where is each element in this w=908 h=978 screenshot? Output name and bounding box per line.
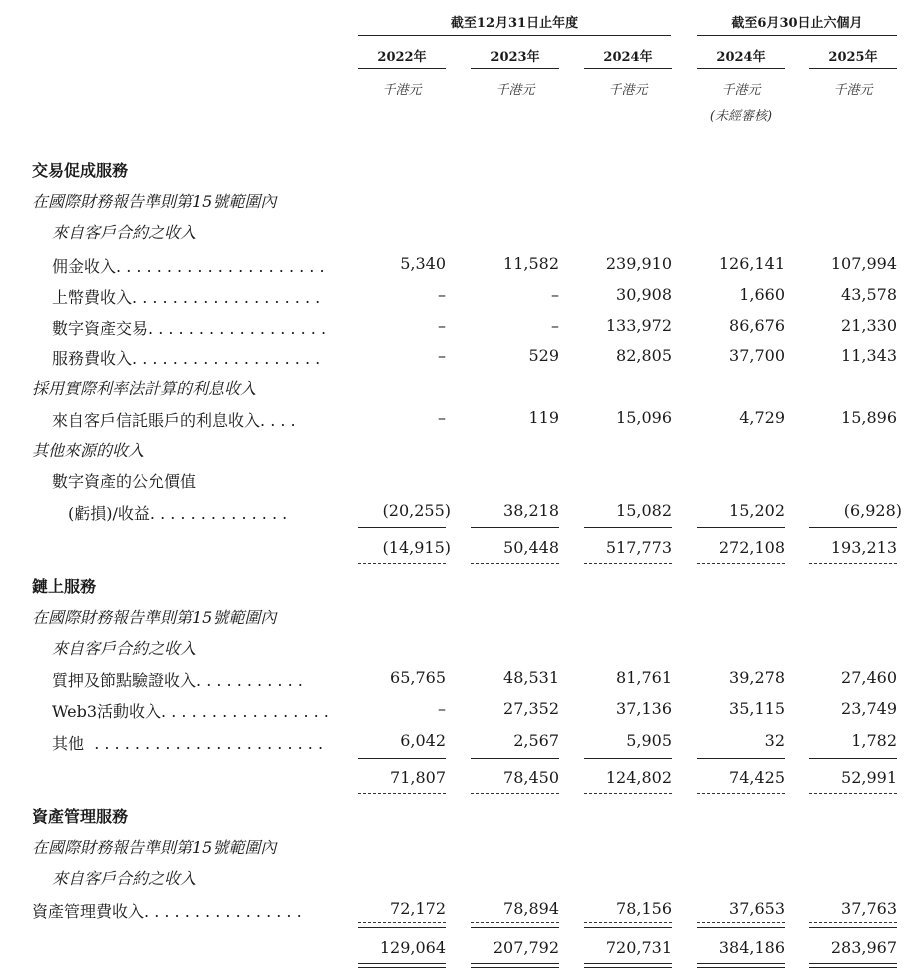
col-unit-2024-h1: 千港元 bbox=[721, 83, 761, 98]
row-label-staking: 質押及節點驗證收入. . . . . . . . . . . bbox=[52, 671, 303, 690]
col-unit-2024: 千港元 bbox=[608, 83, 648, 98]
cell: 65,765 bbox=[390, 668, 446, 687]
col-year-2024-h1: 2024年 bbox=[716, 50, 766, 65]
ifrs-scope-label: 在國際財務報告準則第15號範圍內 bbox=[32, 608, 277, 627]
cell: 119 bbox=[528, 408, 559, 427]
row-label-trust-interest: 來自客戶信託賬戶的利息收入. . . . bbox=[52, 411, 296, 430]
cell: 30,908 bbox=[616, 285, 672, 304]
cell: 37,653 bbox=[729, 899, 785, 918]
cell: 239,910 bbox=[605, 254, 672, 273]
cell: 38,218 bbox=[503, 501, 559, 520]
cell: 15,202 bbox=[729, 501, 785, 520]
cell: 81,761 bbox=[616, 668, 672, 687]
total-cell: 384,186 bbox=[718, 938, 785, 957]
contract-revenue-label: 來自客戶合約之收入 bbox=[52, 223, 197, 242]
col-unit-2023: 千港元 bbox=[495, 83, 535, 98]
cell: 2,567 bbox=[513, 731, 559, 750]
cell: – bbox=[551, 285, 559, 304]
cell: 48,531 bbox=[503, 668, 559, 687]
col-year-2023: 2023年 bbox=[490, 50, 540, 65]
cell: 35,115 bbox=[729, 699, 785, 718]
ifrs-scope-label: 在國際財務報告準則第15號範圍內 bbox=[32, 192, 277, 211]
cell: – bbox=[438, 346, 446, 365]
subtotal-cell: 71,807 bbox=[390, 768, 446, 787]
cell: 23,749 bbox=[841, 699, 897, 718]
subtotal-cell: 272,108 bbox=[718, 538, 785, 557]
subtotal-cell: 517,773 bbox=[605, 538, 672, 557]
cell: 11,343 bbox=[841, 346, 897, 365]
cell: 82,805 bbox=[616, 346, 672, 365]
cell: 4,729 bbox=[739, 408, 785, 427]
cell: 27,352 bbox=[503, 699, 559, 718]
cell: 15,896 bbox=[841, 408, 897, 427]
cell: 21,330 bbox=[841, 316, 897, 335]
row-label-commission: 佣金收入. . . . . . . . . . . . . . . . . . . . . bbox=[52, 257, 325, 276]
header-group-year: 截至12月31日止年度 bbox=[450, 16, 579, 31]
row-label-others: 其他 . . . . . . . . . . . . . . . . . . . . . . . bbox=[52, 734, 324, 753]
cell: 27,460 bbox=[841, 668, 897, 687]
col-unit-2025-h1: 千港元 bbox=[833, 83, 873, 98]
fair-value-label: 數字資產的公允價值 bbox=[52, 472, 197, 491]
cell: 529 bbox=[528, 346, 559, 365]
interest-income-title: 採用實際利率法計算的利息收入 bbox=[32, 379, 257, 398]
cell: 37,700 bbox=[729, 346, 785, 365]
section-title-asset-mgmt: 資產管理服務 bbox=[32, 807, 129, 826]
total-cell: 283,967 bbox=[830, 938, 897, 957]
cell: 1,660 bbox=[739, 285, 785, 304]
row-label-digital-asset-trading: 數字資產交易. . . . . . . . . . . . . . . . . . bbox=[52, 319, 327, 338]
row-label-fv-gain-loss: (虧損)/收益. . . . . . . . . . . . . . bbox=[68, 504, 288, 523]
cell: 5,905 bbox=[626, 731, 672, 750]
col-unit-2022: 千港元 bbox=[382, 83, 422, 98]
cell: (20,255) bbox=[382, 501, 451, 520]
contract-revenue-label: 來自客戶合約之收入 bbox=[52, 639, 197, 658]
cell: 32 bbox=[764, 731, 785, 750]
cell: 37,763 bbox=[841, 899, 897, 918]
subtotal-cell: 193,213 bbox=[830, 538, 897, 557]
ifrs-scope-label: 在國際財務報告準則第15號範圍內 bbox=[32, 838, 277, 857]
other-sources-title: 其他來源的收入 bbox=[32, 441, 145, 460]
col-year-2025-h1: 2025年 bbox=[828, 50, 878, 65]
row-label-asset-mgmt-fee: 資產管理費收入. . . . . . . . . . . . . . . . bbox=[32, 902, 302, 921]
cell: 6,042 bbox=[400, 731, 446, 750]
cell: 5,340 bbox=[400, 254, 446, 273]
cell: 86,676 bbox=[729, 316, 785, 335]
section-title-transaction: 交易促成服務 bbox=[32, 161, 129, 180]
col-year-2022: 2022年 bbox=[377, 50, 427, 65]
subtotal-cell: 50,448 bbox=[503, 538, 559, 557]
subtotal-cell: 74,425 bbox=[729, 768, 785, 787]
cell: 72,172 bbox=[390, 899, 446, 918]
cell: 15,082 bbox=[616, 501, 672, 520]
cell: 15,096 bbox=[616, 408, 672, 427]
subtotal-cell: 52,991 bbox=[841, 768, 897, 787]
section-title-onchain: 鏈上服務 bbox=[32, 577, 97, 596]
contract-revenue-label: 來自客戶合約之收入 bbox=[52, 869, 197, 888]
cell: – bbox=[438, 285, 446, 304]
total-cell: 720,731 bbox=[605, 938, 672, 957]
row-label-web3: Web3活動收入. . . . . . . . . . . . . . . . . bbox=[52, 702, 329, 721]
total-cell: 129,064 bbox=[379, 938, 446, 957]
subtotal-cell: 78,450 bbox=[503, 768, 559, 787]
cell: 11,582 bbox=[503, 254, 559, 273]
cell: 133,972 bbox=[605, 316, 672, 335]
cell: – bbox=[551, 316, 559, 335]
cell: 107,994 bbox=[830, 254, 897, 273]
cell: 37,136 bbox=[616, 699, 672, 718]
cell: – bbox=[438, 699, 446, 718]
cell: 43,578 bbox=[841, 285, 897, 304]
cell: 78,156 bbox=[616, 899, 672, 918]
row-label-listing-fee: 上幣費收入. . . . . . . . . . . . . . . . . . . bbox=[52, 288, 321, 307]
cell: 126,141 bbox=[718, 254, 785, 273]
subtotal-cell: (14,915) bbox=[382, 538, 451, 557]
cell: 78,894 bbox=[503, 899, 559, 918]
col-year-2024: 2024年 bbox=[603, 50, 653, 65]
row-label-service-fee: 服務費收入. . . . . . . . . . . . . . . . . . . bbox=[52, 349, 321, 368]
cell: 39,278 bbox=[729, 668, 785, 687]
col-note-unaudited: (未經審核) bbox=[709, 109, 773, 124]
cell: – bbox=[438, 316, 446, 335]
cell: (6,928) bbox=[843, 501, 902, 520]
cell: – bbox=[438, 408, 446, 427]
header-group-half: 截至6月30日止六個月 bbox=[731, 16, 863, 31]
cell: 1,782 bbox=[851, 731, 897, 750]
total-cell: 207,792 bbox=[492, 938, 559, 957]
subtotal-cell: 124,802 bbox=[605, 768, 672, 787]
